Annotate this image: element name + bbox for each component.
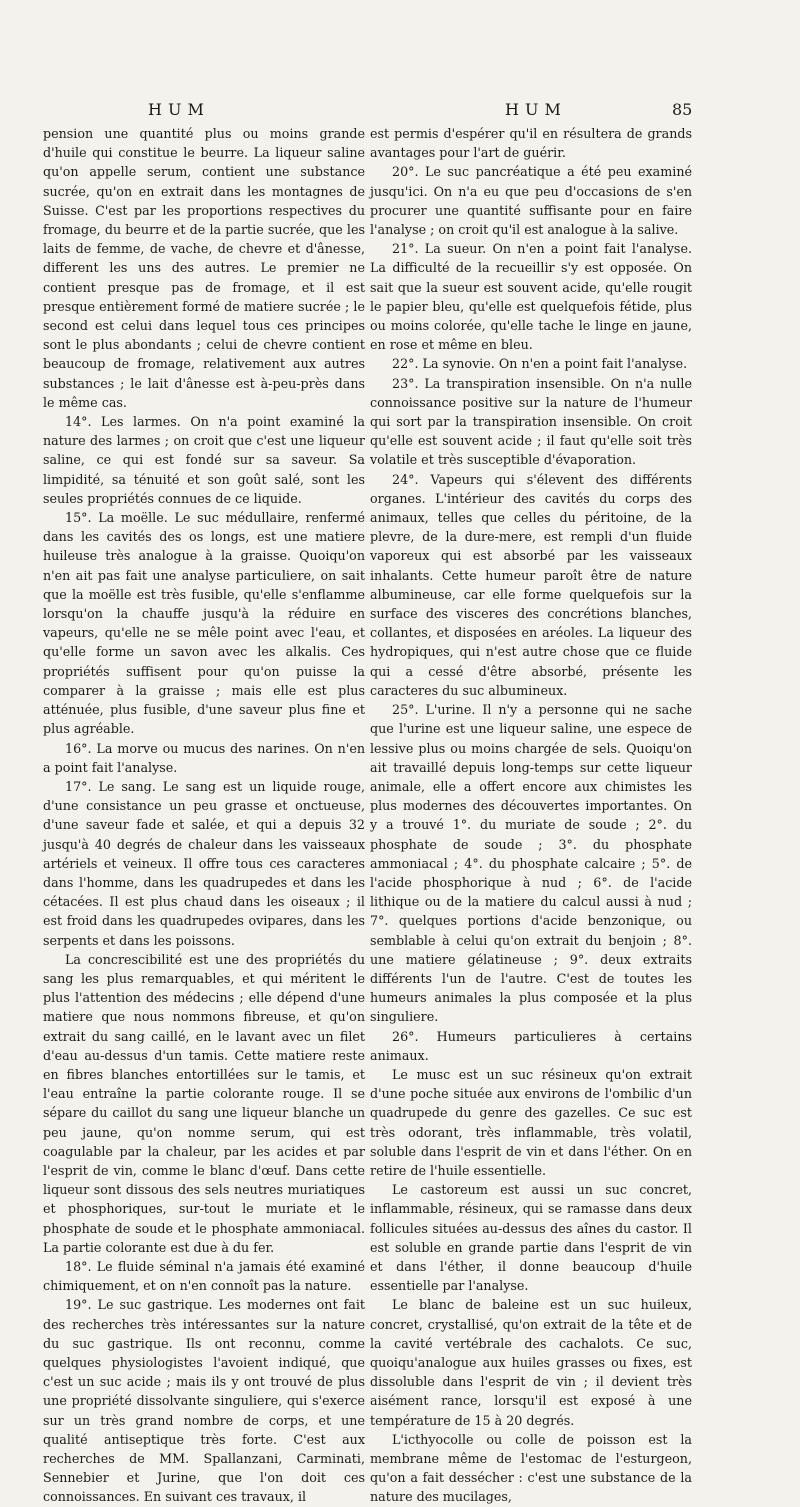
- paragraph: 17°. Le sang. Le sang est un liquide rouge, d'une consistance un peu grasse et onctueuse, d'une saveur fade et salée, et qui a depuis 32 jusqu'à 40 degrés de chaleur dans les vaisseaux artériels et veineux. Il offre tous ces caracteres dans l'homme, dans les quadrupedes et dans les cétacées. Il est plus chaud dans les oiseaux ; il est froid dans les quadrupedes ovipares, dans les serpents et dans les poissons.: [43, 778, 365, 948]
- left-column: [43, 124, 365, 1507]
- paragraph: Le blanc de baleine est un suc huileux, concret, crystallisé, qu'on extrait de la tête et de la cavité vertébrale des cachalots. Ce suc, quoiqu'analogue aux huiles grasses ou fixes, est dissoluble dans l'esprit de vin ; il devient très aisément rance, lorsqu'il est exposé à une température de 15 à 20 degrés.: [370, 1297, 692, 1428]
- paragraph: est permis d'espérer qu'il en résultera de grands avantages pour l'art de guérir.: [370, 126, 692, 161]
- right-column: [370, 124, 692, 1507]
- paragraph: 18°. Le fluide séminal n'a jamais été examiné chimiquement, et on n'en connoît pas la nature.: [43, 1258, 365, 1294]
- paragraph: 22°. La synovie. On n'en a point fait l'analyse.: [392, 356, 688, 372]
- paragraph: pension une quantité plus ou moins grande d'huile qui constitue le beurre. La liqueur saline qu'on appelle serum, contient une substance sucrée, qu'on en extrait dans les montagnes de Suisse. C'est par les proportions respectives du fromage, du beurre et de la partie sucrée, que les laits de femme, de vache, de chevre et d'ânesse, different les uns des autres. Le premier ne contient presque pas de fromage, et il est presque entièrement formé de matiere sucrée ; le second est celui dans lequel tous ces principes sont le plus abondants ; celui de chevre contient beaucoup de fromage, relativement aux autres substances ; le lait d'ânesse est à-peu-près dans le même cas.: [43, 126, 365, 410]
- paragraph: Le castoreum est aussi un suc concret, inflammable, résineux, qui se ramasse dans deux follicules situées au-dessus des aînes du castor. Il est soluble en grande partie dans l'esprit de vin et dans l'éther, il donne beaucoup d'huile essentielle par l'analyse.: [370, 1182, 692, 1294]
- paragraph: Le musc est un suc résineux qu'on extrait d'une poche située aux environs de l'ombilic d'un quadrupede du genre des gazelles. Ce suc est très odorant, très inflammable, très volatil, soluble dans l'esprit de vin et dans l'éther. On en retire de l'huile essentielle.: [370, 1066, 692, 1178]
- running-head-left: HUM: [148, 100, 210, 119]
- paragraph: 20°. Le suc pancréatique a été peu examiné jusqu'ici. On n'a eu que peu d'occasions de s'en procurer une quantité suffisante pour en faire l'analyse ; on croit qu'il est analogue à la salive.: [370, 164, 692, 238]
- paragraph: 24°. Vapeurs qui s'élevent des différents organes. L'intérieur des cavités du corps des animaux, telles que celles du péritoine, de la plevre, de la dure-mere, est rempli d'un fluide vaporeux qui est absorbé par les vaisseaux inhalants. Cette humeur paroît être de nature albumineuse, car elle forme quelquefois sur la surface des visceres des concrétions blanches, collantes, et disposées en aréoles. La liqueur des hydropiques, qui n'est autre chose que ce fluide qui a cessé d'être absorbé, présente les caracteres du suc albumineux.: [370, 471, 692, 698]
- paragraph: 23°. La transpiration insensible. On n'a nulle connoissance positive sur la nature de l'humeur qui sort par la transpiration insensible. On croit qu'elle est souvent acide ; il faut qu'elle soit très volatile et très susceptible d'évaporation.: [370, 375, 692, 468]
- paragraph: 14°. Les larmes. On n'a point examiné la nature des larmes ; on croit que c'est une liqueur saline, ce qui est fondé sur sa saveur. Sa limpidité, sa ténuité et son goût salé, sont les seules propriétés connues de ce liquide.: [43, 414, 365, 506]
- paragraph: 19°. Le suc gastrique. Les modernes ont fait des recherches très intéressantes sur la nature du suc gastrique. Ils ont reconnu, comme quelques physiologistes l'avoient indiqué, que c'est un suc acide ; mais ils y ont trouvé de plus une propriété dissolvante singuliere, qui s'exerce sur un très grand nombre de corps, et une qualité antiseptique très forte. C'est aux recherches de MM. Spallanzani, Carminati, Sennebier et Jurine, que l'on doit ces connoissances. En suivant ces travaux, il: [43, 1297, 365, 1505]
- paragraph: 16°. La morve ou mucus des narines. On n'en a point fait l'analyse.: [43, 740, 365, 775]
- page-number: 85: [672, 100, 693, 119]
- paragraph: La concrescibilité est une des propriétés du sang les plus remarquables, et qui méritent le plus l'attention des médecins ; elle dépend d'une matiere que nous nommons fibreuse, et qu'on extrait du sang caillé, en le lavant avec un filet d'eau au-dessus d'un tamis. Cette matiere reste en fibres blanches entortillées sur le tamis, et l'eau entraîne la partie colorante rouge. Il se sépare du caillot du sang une liqueur blanche un peu jaune, qu'on nomme serum, qui est coagulable par la chaleur, par les acides et par l'esprit de vin, comme le blanc d'œuf. Dans cette liqueur sont dissous des sels neutres muriatiques et phosphoriques, sur-tout le muriate et le phosphate de soude et le phosphate ammoniacal. La partie colorante est due à du fer.: [43, 951, 365, 1255]
- running-head-right: HUM: [505, 100, 567, 119]
- paragraph: 26°. Humeurs particulieres à certains animaux.: [370, 1028, 692, 1063]
- paragraph: 25°. L'urine. Il n'y a personne qui ne sache que l'urine est une liqueur saline, une espece de lessive plus ou moins chargée de sels. Quoiqu'on ait travaillé depuis long-temps sur cette liqueur animale, elle a offert encore aux chimistes les plus modernes des découvertes importantes. On y a trouvé 1°. du muriate de soude ; 2°. du phosphate de soude ; 3°. du phosphate ammoniacal ; 4°. du phosphate calcaire ; 5°. de l'acide phosphorique à nud ; 6°. de l'acide lithique ou de la matiere du calcul aussi à nud ; 7°. quelques portions d'acide benzonique, ou semblable à celui qu'on extrait du benjoin ; 8°. une matiere gélatineuse ; 9°. deux extraits différents l'un de l'autre. C'est de toutes les humeurs animales la plus composée et la plus singuliere.: [370, 702, 692, 1025]
- paragraph: 15°. La moëlle. Le suc médullaire, renfermé dans les cavités des os longs, est une matiere huileuse très analogue à la graisse. Quoiqu'on n'en ait pas fait une analyse particuliere, on sait que la moëlle est très fusible, qu'elle s'enflamme lorsqu'on la chauffe jusqu'à la réduire en vapeurs, qu'elle ne se mêle point avec l'eau, et qu'elle forme un savon avec les alkalis. Ces propriétés suffisent pour qu'on puisse la comparer à la graisse ; mais elle est plus atténuée, plus fusible, d'une saveur plus fine et plus agréable.: [43, 510, 365, 737]
- paragraph: 21°. La sueur. On n'en a point fait l'analyse. La difficulté de la recueillir s'y est opposée. On sait que la sueur est souvent acide, qu'elle rougit le papier bleu, qu'elle est quelquefois fétide, plus ou moins colorée, qu'elle tache le linge en jaune, en rose et même en bleu.: [370, 241, 692, 353]
- paragraph: L'icthyocolle ou colle de poisson est la membrane même de l'estomac de l'esturgeon, qu'on a fait dessécher : c'est une substance de la nature des mucilages,: [370, 1431, 692, 1505]
